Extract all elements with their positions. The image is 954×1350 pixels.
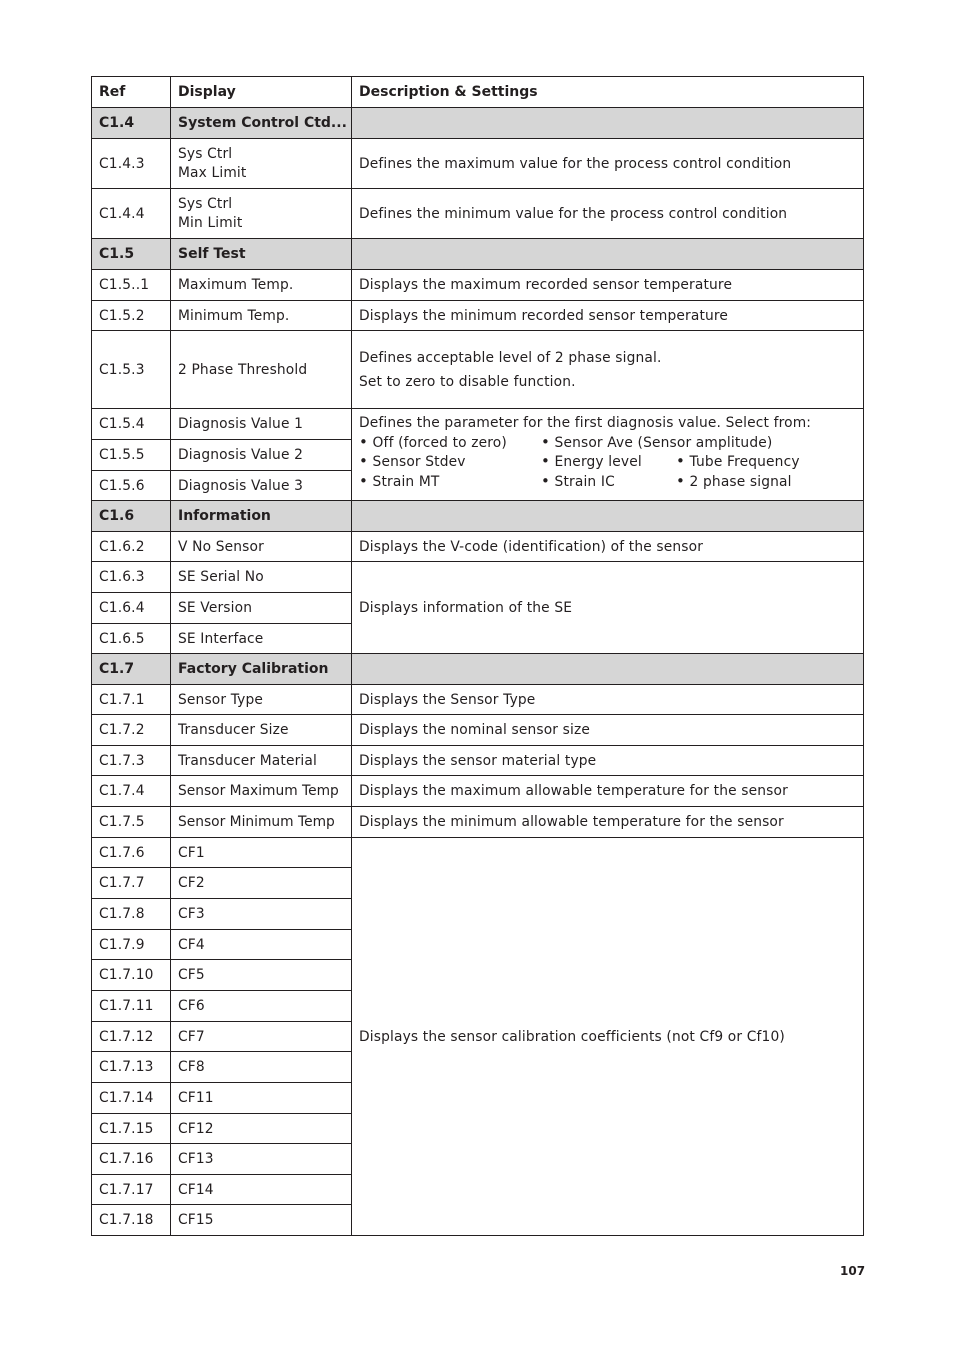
- option-item: [676, 452, 800, 471]
- display-cell: CF7: [171, 1022, 352, 1052]
- description-cell: Displays the nominal sensor size: [352, 715, 864, 746]
- description-cell: Defines the minimum value for the process control condition: [352, 189, 864, 239]
- option-label: Off (forced to zero): [372, 435, 507, 451]
- display-cell: Diagnosis Value 3: [171, 471, 352, 501]
- ref-cell: C1.7.9: [92, 930, 171, 960]
- option-item: [676, 472, 792, 491]
- display-cell: CF13: [171, 1144, 352, 1175]
- ref-cell: C1.7.8: [92, 899, 171, 930]
- display-cell: Transducer Size: [171, 715, 352, 746]
- display-cell: CF5: [171, 960, 352, 991]
- display-cell: CF15: [171, 1205, 352, 1236]
- table-row: [92, 270, 864, 301]
- section-title: Self Test: [171, 239, 352, 270]
- section-ref: C1.5: [92, 239, 171, 270]
- cf-description-cell: Displays the sensor calibration coefficients (not Cf9 or Cf10): [352, 838, 864, 1236]
- ref-cell: C1.7.18: [92, 1205, 171, 1236]
- display-cell: SE Interface: [171, 624, 352, 654]
- page-number: 107: [840, 1264, 866, 1278]
- ref-cell: C1.5..1: [92, 270, 171, 301]
- section-title: Information: [171, 501, 352, 532]
- ref-cell: C1.7.17: [92, 1175, 171, 1205]
- ref-cell: C1.4.3: [92, 139, 171, 189]
- ref-cell: C1.6.2: [92, 532, 171, 562]
- ref-cell: C1.7.15: [92, 1114, 171, 1144]
- display-cell: Diagnosis Value 2: [171, 440, 352, 471]
- bullet-icon: •: [541, 452, 550, 470]
- section-row: [92, 501, 864, 532]
- description-cell: [352, 331, 864, 409]
- bullet-icon: •: [676, 472, 685, 490]
- display-cell: Sensor Maximum Temp: [171, 776, 352, 807]
- display-cell: Maximum Temp.: [171, 270, 352, 301]
- table-row: [92, 807, 864, 838]
- se-description-cell: Displays information of the SE: [352, 562, 864, 654]
- table-row: [92, 139, 864, 189]
- option-item: [541, 472, 615, 491]
- ref-cell: C1.7.13: [92, 1052, 171, 1083]
- ref-cell: C1.7.11: [92, 991, 171, 1022]
- display-cell: Diagnosis Value 1: [171, 409, 352, 440]
- section-ref: C1.4: [92, 108, 171, 139]
- header-description: Description & Settings: [352, 77, 864, 108]
- bullet-icon: •: [359, 433, 368, 451]
- bullet-icon: •: [359, 472, 368, 490]
- display-cell: CF3: [171, 899, 352, 930]
- option-label: 2 phase signal: [689, 474, 792, 490]
- option-label: Sensor Stdev: [372, 454, 466, 470]
- display-line: Min Limit: [178, 214, 243, 231]
- diagnosis-intro: Defines the parameter for the first diagnosis value. Select from:: [359, 415, 812, 431]
- display-line: Max Limit: [178, 164, 247, 181]
- ref-cell: C1.5.3: [92, 331, 171, 409]
- display-cell: Sensor Type: [171, 685, 352, 715]
- display-cell: CF8: [171, 1052, 352, 1083]
- option-item: [359, 433, 507, 452]
- description-cell: Displays the sensor material type: [352, 746, 864, 776]
- option-label: Energy level: [554, 454, 642, 470]
- ref-cell: C1.7.5: [92, 807, 171, 838]
- ref-cell: C1.7.1: [92, 685, 171, 715]
- ref-cell: C1.5.5: [92, 440, 171, 471]
- diagnosis-description-cell: [352, 409, 864, 501]
- table-row: [92, 685, 864, 715]
- bullet-icon: •: [541, 433, 550, 451]
- table-row: [92, 746, 864, 776]
- display-cell: Minimum Temp.: [171, 301, 352, 331]
- ref-cell: C1.4.4: [92, 189, 171, 239]
- option-item: [541, 452, 642, 471]
- ref-cell: C1.5.6: [92, 471, 171, 501]
- display-cell: CF4: [171, 930, 352, 960]
- table-row: [92, 562, 864, 593]
- ref-cell: C1.6.3: [92, 562, 171, 593]
- ref-cell: C1.7.6: [92, 838, 171, 868]
- section-title: Factory Calibration: [171, 654, 352, 685]
- display-cell: CF2: [171, 868, 352, 899]
- display-cell: Sensor Minimum Temp: [171, 807, 352, 838]
- display-cell: Transducer Material: [171, 746, 352, 776]
- section-empty: [352, 108, 864, 139]
- display-cell: V No Sensor: [171, 532, 352, 562]
- section-ref: C1.6: [92, 501, 171, 532]
- ref-cell: C1.7.3: [92, 746, 171, 776]
- section-empty: [352, 654, 864, 685]
- table-row: [92, 189, 864, 239]
- description-cell: Displays the maximum recorded sensor temperature: [352, 270, 864, 301]
- option-label: Strain IC: [554, 474, 615, 490]
- table-row: [92, 776, 864, 807]
- section-row: [92, 108, 864, 139]
- parameter-table: [91, 76, 863, 1236]
- ref-cell: C1.6.4: [92, 593, 171, 624]
- description-line: Set to zero to disable function.: [359, 373, 576, 390]
- header-display: Display: [171, 77, 352, 108]
- option-label: Tube Frequency: [689, 454, 800, 470]
- section-empty: [352, 239, 864, 270]
- section-ref: C1.7: [92, 654, 171, 685]
- ref-cell: C1.6.5: [92, 624, 171, 654]
- option-label: Strain MT: [372, 474, 440, 490]
- section-title: System Control Ctd...: [171, 108, 352, 139]
- description-cell: Displays the minimum allowable temperature for the sensor: [352, 807, 864, 838]
- section-row: [92, 239, 864, 270]
- ref-cell: C1.7.12: [92, 1022, 171, 1052]
- display-cell: [171, 139, 352, 189]
- description-cell: Displays the Sensor Type: [352, 685, 864, 715]
- display-line: Sys Ctrl: [178, 195, 233, 212]
- ref-cell: C1.7.16: [92, 1144, 171, 1175]
- description-cell: Displays the maximum allowable temperature for the sensor: [352, 776, 864, 807]
- ref-cell: C1.7.2: [92, 715, 171, 746]
- display-cell: CF14: [171, 1175, 352, 1205]
- display-cell: SE Version: [171, 593, 352, 624]
- display-cell: SE Serial No: [171, 562, 352, 593]
- option-item: [541, 433, 772, 452]
- table-row: [92, 301, 864, 331]
- diagnosis-options: [359, 433, 863, 493]
- ref-cell: C1.7.10: [92, 960, 171, 991]
- header-ref: Ref: [92, 77, 171, 108]
- bullet-icon: •: [676, 452, 685, 470]
- display-cell: CF12: [171, 1114, 352, 1144]
- table-row: [92, 532, 864, 562]
- display-cell: 2 Phase Threshold: [171, 331, 352, 409]
- display-cell: [171, 189, 352, 239]
- ref-cell: C1.7.14: [92, 1083, 171, 1114]
- section-empty: [352, 501, 864, 532]
- display-line: Sys Ctrl: [178, 145, 233, 162]
- description-cell: Defines the maximum value for the process control condition: [352, 139, 864, 189]
- option-item: [359, 452, 466, 471]
- ref-cell: C1.5.2: [92, 301, 171, 331]
- ref-cell: C1.5.4: [92, 409, 171, 440]
- display-cell: CF11: [171, 1083, 352, 1114]
- description-line: Defines acceptable level of 2 phase signal.: [359, 349, 662, 366]
- bullet-icon: •: [359, 452, 368, 470]
- display-cell: CF1: [171, 838, 352, 868]
- table-row: [92, 409, 864, 440]
- bullet-icon: •: [541, 472, 550, 490]
- table-row: [92, 715, 864, 746]
- table-header-row: [92, 77, 864, 108]
- option-label: Sensor Ave (Sensor amplitude): [554, 435, 773, 451]
- table-row: [92, 838, 864, 868]
- description-cell: Displays the V-code (identification) of the sensor: [352, 532, 864, 562]
- ref-cell: C1.7.4: [92, 776, 171, 807]
- table-row: [92, 331, 864, 409]
- display-cell: CF6: [171, 991, 352, 1022]
- ref-cell: C1.7.7: [92, 868, 171, 899]
- section-row: [92, 654, 864, 685]
- option-item: [359, 472, 440, 491]
- description-cell: Displays the minimum recorded sensor temperature: [352, 301, 864, 331]
